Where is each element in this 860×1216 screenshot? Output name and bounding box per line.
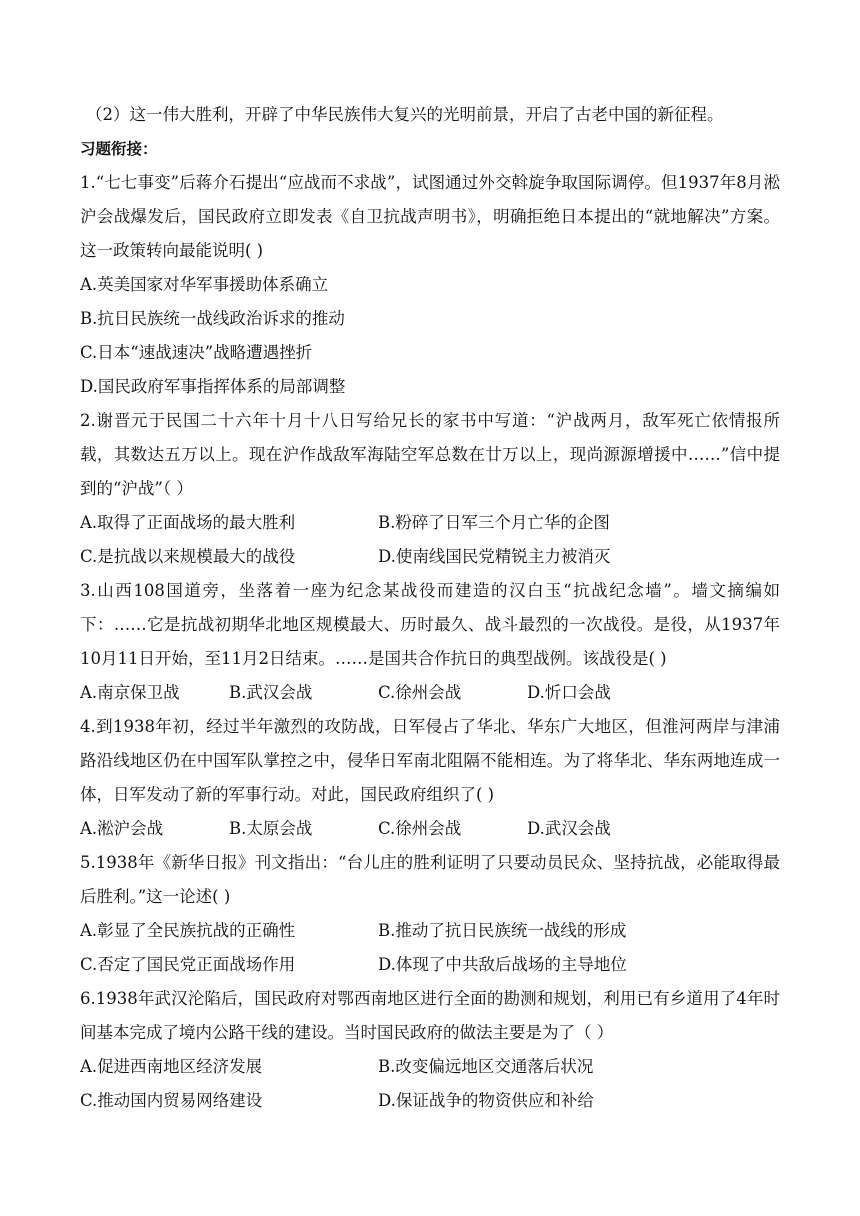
question-4-option-c: C.徐州会战 (378, 819, 462, 838)
question-5-option-d: D.体现了中共敌后战场的主导地位 (378, 955, 627, 974)
question-6-options-row-1 (80, 1050, 780, 1084)
question-2-stem: 2.谢晋元于民国二十六年十月十八日写给兄长的家书中写道：“沪战两月，敌军死亡依情报所载，其数达五万以上。现在沪作战敌军海陆空军总数在廿万以上，现尚源源增援中……”信中提到的“沪战”（ ） (80, 411, 780, 498)
question-5-option-a: A.彰显了全民族抗战的正确性 (80, 921, 296, 940)
question-3-stem: 3.山西108国道旁，坐落着一座为纪念某战役而建造的汉白玉“抗战纪念墙”。墙文摘编如下：……它是抗战初期华北地区规模最大、历时最久、战斗最烈的一次战役。是役，从1937年10月11日开始，至11月2日结束。……是国共合作抗日的典型战例。该战役是( ) (80, 581, 780, 668)
section-heading: 习题衔接： (80, 140, 158, 158)
question-4-option-d: D.武汉会战 (527, 819, 611, 838)
question-3-option-d: D.忻口会战 (527, 683, 611, 702)
intro-paragraph: （2）这一伟大胜利，开辟了中华民族伟大复兴的光明前景，开启了古老中国的新征程。 (86, 105, 724, 124)
question-5-options-row-1 (80, 914, 780, 948)
question-5-option-c: C.否定了国民党正面战场作用 (80, 955, 296, 974)
question-5-options-row-2 (80, 948, 780, 982)
question-3-options-row (80, 676, 780, 710)
question-6-option-b: B.改变偏远地区交通落后状况 (378, 1057, 594, 1076)
question-6-option-d: D.保证战争的物资供应和补给 (378, 1091, 594, 1110)
question-4-option-b: B.太原会战 (229, 819, 313, 838)
question-6-option-c: C.推动国内贸易网络建设 (80, 1091, 263, 1110)
question-4-option-a: A.淞沪会战 (80, 819, 164, 838)
question-2-option-a: A.取得了正面战场的最大胜利 (80, 513, 296, 532)
question-3-option-b: B.武汉会战 (229, 683, 313, 702)
question-1-stem: 1.“七七事变”后蒋介石提出“应战而不求战”，试图通过外交斡旋争取国际调停。但1937年8月淞沪会战爆发后，国民政府立即发表《自卫抗战声明书》，明确拒绝日本提出的“就地解决”方案。这一政策转向最能说明( ) (80, 173, 780, 260)
question-6-options-row-2 (80, 1084, 780, 1118)
question-3-option-a: A.南京保卫战 (80, 683, 180, 702)
question-3-option-c: C.徐州会战 (378, 683, 462, 702)
question-5-stem: 5.1938年《新华日报》刊文指出：“台儿庄的胜利证明了只要动员民众、坚持抗战，必能取得最后胜利。”这一论述( ) (80, 853, 780, 906)
question-2-option-c: C.是抗战以来规模最大的战役 (80, 547, 296, 566)
question-1-option-b: B.抗日民族统一战线政治诉求的推动 (80, 309, 345, 328)
question-4-options-row (80, 812, 780, 846)
question-1-option-d: D.国民政府军事指挥体系的局部调整 (80, 377, 346, 396)
question-1-option-c: C.日本“速战速决”战略遭遇挫折 (80, 343, 313, 362)
question-1-option-a: A.英美国家对华军事援助体系确立 (80, 275, 329, 294)
question-2-options-row-2 (80, 540, 780, 574)
question-6-option-a: A.促进西南地区经济发展 (80, 1057, 263, 1076)
document-page (80, 98, 780, 1118)
question-6-stem: 6.1938年武汉沦陷后，国民政府对鄂西南地区进行全面的勘测和规划，利用已有乡道用了4年时间基本完成了境内公路干线的建设。当时国民政府的做法主要是为了（ ） (80, 989, 780, 1042)
question-2-option-d: D.使南线国民党精锐主力被消灭 (378, 547, 611, 566)
question-4-stem: 4.到1938年初，经过半年激烈的攻防战，日军侵占了华北、华东广大地区，但淮河两岸与津浦路沿线地区仍在中国军队掌控之中，侵华日军南北阻隔不能相连。为了将华北、华东两地连成一体，日军发动了新的军事行动。对此，国民政府组织了( ) (80, 717, 780, 804)
question-2-options-row-1 (80, 506, 780, 540)
question-2-option-b: B.粉碎了日军三个月亡华的企图 (378, 513, 610, 532)
question-5-option-b: B.推动了抗日民族统一战线的形成 (378, 921, 627, 940)
